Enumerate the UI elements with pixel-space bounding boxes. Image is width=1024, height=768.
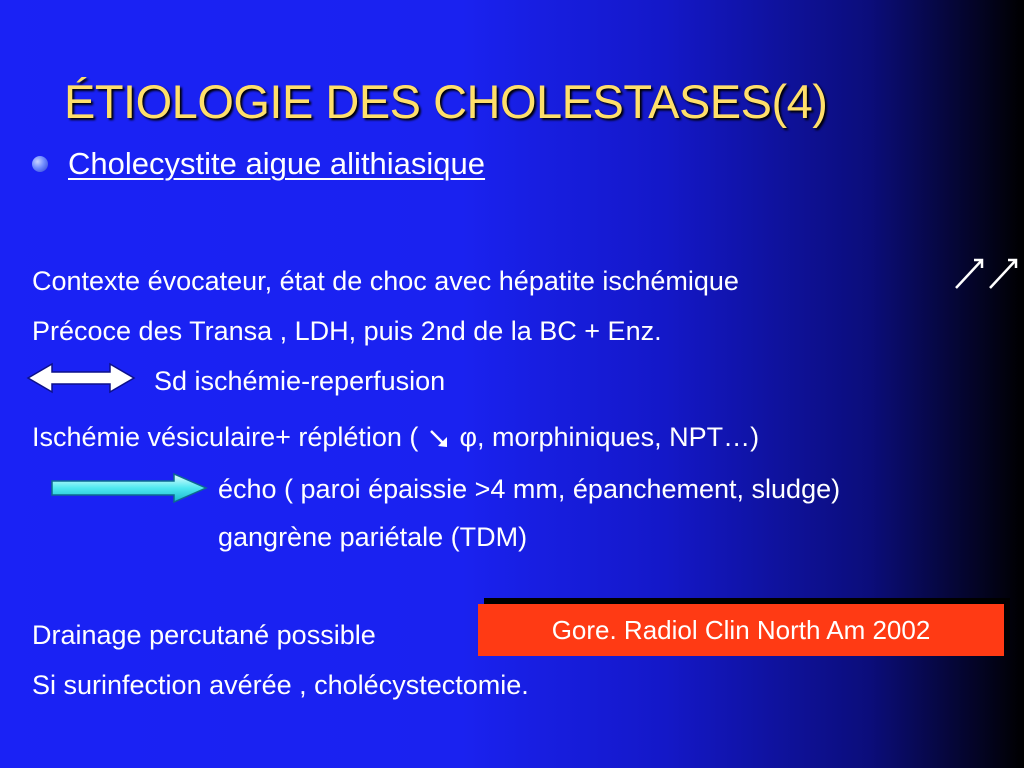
text-line-surinfection: Si surinfection avérée , cholécystectomie. (32, 670, 529, 700)
text-line-echo: écho ( paroi épaissie >4 mm, épanchement, sludge) (218, 474, 841, 504)
double-headed-arrow-icon (26, 362, 136, 394)
ischemie-text-start: Ischémie vésiculaire+ réplétion ( (32, 422, 419, 452)
bullet-text: Cholecystite aigue alithiasique (68, 146, 486, 181)
text-line-gangrene: gangrène pariétale (TDM) (218, 522, 528, 552)
text-line-precoce: Précoce des Transa , LDH, puis 2nd de la BC + Enz. (32, 316, 662, 346)
text-line-reperfusion: Sd ischémie-reperfusion (154, 366, 446, 396)
text-line-drainage: Drainage percutané possible (32, 620, 376, 650)
text-line-context: Contexte évocateur, état de choc avec hépatite ischémique (32, 266, 739, 296)
ischemie-text-end: φ, morphiniques, NPT…) (459, 422, 760, 452)
slide-title: ÉTIOLOGIE DES CHOLESTASES(4) (64, 75, 828, 128)
down-right-arrow-icon (428, 427, 450, 449)
bullet-dot-icon (32, 156, 48, 172)
right-arrow-icon (50, 472, 208, 504)
double-up-arrow-icon (952, 252, 1024, 292)
reference-text: Gore. Radiol Clin North Am 2002 (551, 614, 931, 645)
text-line-ischemie (32, 422, 759, 453)
bullet-item (32, 146, 485, 182)
reference-box (478, 604, 1004, 656)
